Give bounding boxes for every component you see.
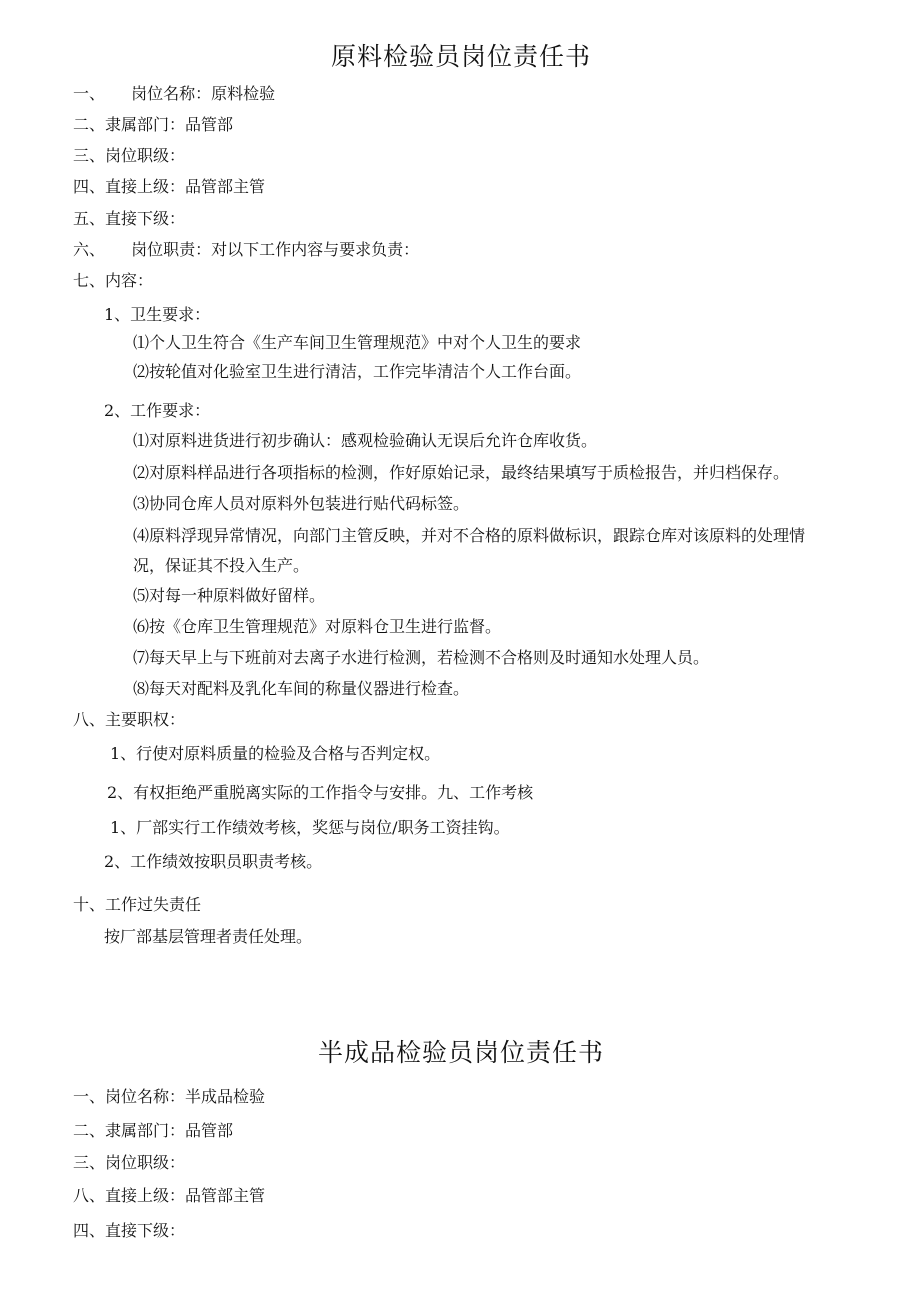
doc1-work-item: ⑶协同仓库人员对原料外包装进行贴代码标签。 — [133, 494, 470, 513]
doc1-authority-item: 2、有权拒绝严重脱离实际的工作指令与安排。九、工作考核 — [107, 783, 534, 802]
doc1-work-item: ⑺每天早上与下班前对去离子水进行检测，若检测不合格则及时通知水处理人员。 — [133, 648, 710, 667]
doc1-hygiene-item: ⑵按轮值对化验室卫生进行清洁，工作完毕清洁个人工作台面。 — [133, 362, 582, 381]
doc1-hygiene-item: ⑴个人卫生符合《生产车间卫生管理规范》中对个人卫生的要求 — [133, 333, 582, 352]
doc1-assessment-item: 2、工作绩效按职员职责考核。 — [104, 852, 323, 871]
doc2-item-5: 四、直接下级： — [73, 1221, 186, 1240]
doc1-item-10: 十、工作过失责任 — [73, 895, 202, 914]
doc1-section-work: 2、工作要求： — [104, 401, 211, 420]
doc2-item-3: 三、岗位职级： — [73, 1153, 186, 1172]
doc2-item-2: 二、隶属部门：品管部 — [73, 1121, 234, 1140]
doc1-work-item: ⑴对原料进货进行初步确认：感观检验确认无误后允许仓库收货。 — [133, 431, 598, 450]
doc1-item-5: 五、直接下级： — [73, 209, 186, 228]
doc1-item-4: 四、直接上级：品管部主管 — [73, 177, 266, 196]
doc1-work-item: ⑵对原料样品进行各项指标的检测，作好原始记录，最终结果填写于质检报告，并归档保存。 — [133, 463, 790, 482]
doc1-item-3: 三、岗位职级： — [73, 146, 186, 165]
doc1-work-item: ⑻每天对配料及乳化车间的称量仪器进行检查。 — [133, 679, 470, 698]
doc1-work-item-cont: 况，保证其不投入生产。 — [133, 556, 310, 575]
doc1-authority-item: 1、行使对原料质量的检验及合格与否判定权。 — [110, 744, 441, 763]
doc2-item-4: 八、直接上级：品管部主管 — [73, 1186, 266, 1205]
doc1-assessment-item: 1、厂部实行工作绩效考核，奖惩与岗位/职务工资挂钩。 — [110, 818, 510, 837]
doc1-work-item: ⑸对每一种原料做好留样。 — [133, 586, 326, 605]
doc2-title: 半成品检验员岗位责任书 — [318, 1038, 605, 1067]
doc1-item-7: 七、内容： — [73, 271, 154, 290]
doc1-work-item: ⑹按《仓库卫生管理规范》对原料仓卫生进行监督。 — [133, 617, 502, 636]
doc1-item-6: 六、 岗位职责：对以下工作内容与要求负责： — [73, 240, 420, 259]
doc1-item-10-detail: 按厂部基层管理者责任处理。 — [104, 927, 313, 946]
doc1-work-item: ⑷原料浮现异常情况，向部门主管反映，并对不合格的原料做标识，跟踪仓库对该原料的处理情 — [133, 526, 806, 545]
doc1-item-2: 二、隶属部门：品管部 — [73, 115, 234, 134]
doc2-item-1: 一、岗位名称：半成品检验 — [73, 1087, 266, 1106]
doc1-item-1: 一、 岗位名称：原料检验 — [73, 84, 276, 103]
doc1-section-hygiene: 1、卫生要求： — [104, 305, 211, 324]
doc1-title: 原料检验员岗位责任书 — [331, 42, 592, 71]
doc1-item-8: 八、主要职权： — [73, 710, 186, 729]
